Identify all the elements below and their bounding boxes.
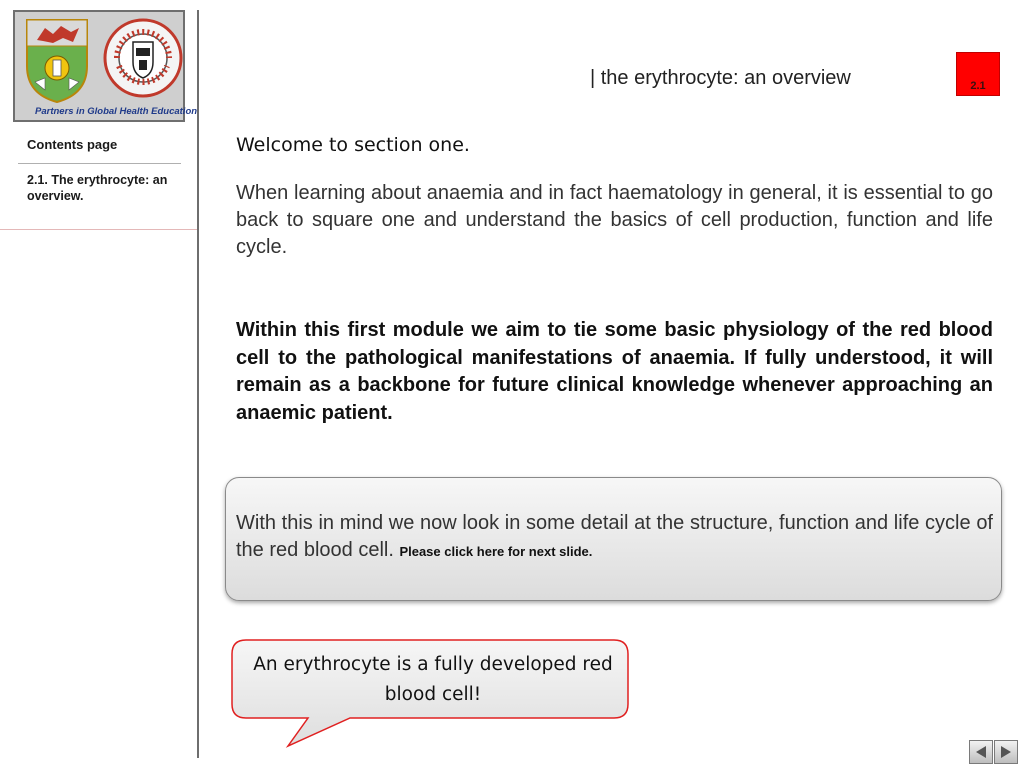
triangle-left-icon (973, 744, 989, 760)
intro-paragraph: When learning about anaemia and in fact haematology in general, it is essential to go back to square one and understand the basics of cell production, function and life cycle. (236, 182, 993, 258)
page-number: 2.1 (970, 80, 986, 92)
next-slide-box[interactable] (225, 477, 1002, 601)
welcome-heading: Welcome to section one. (236, 134, 470, 156)
page-number-badge (956, 52, 1000, 96)
next-slide-link[interactable]: Please click here for next slide. (399, 544, 593, 559)
crest-logo-icon (23, 16, 91, 104)
next-slide-description: With this in mind we now look in some detail at the structure, function and life cycle of the red blood cell. (236, 512, 993, 561)
sidebar-item-erythrocyte-overview[interactable]: 2.1. The erythrocyte: an overview. (27, 173, 168, 203)
sidebar-title: Contents page (27, 137, 118, 152)
seal-logo-icon (103, 18, 183, 98)
logo-tagline: Partners in Global Health Education (35, 106, 198, 117)
sidebar-divider-bottom (0, 229, 197, 230)
module-aim-paragraph: Within this first module we aim to tie some basic physiology of the red blood cell to the pathological manifestations of anaemia. If fully understood, it will remain as a backbone for future clinical knowledge whenever approaching an anaemic patient. (236, 319, 993, 424)
next-slide-text (236, 510, 993, 565)
vertical-divider (197, 10, 199, 758)
sidebar-divider (18, 163, 181, 164)
next-slide-button[interactable] (994, 740, 1018, 764)
previous-slide-button[interactable] (969, 740, 993, 764)
page-title: | the erythrocyte: an overview (590, 67, 851, 89)
logo-panel (13, 10, 198, 122)
triangle-right-icon (998, 744, 1014, 760)
callout-text: An erythrocyte is a fully developed red blood cell! (253, 654, 613, 705)
